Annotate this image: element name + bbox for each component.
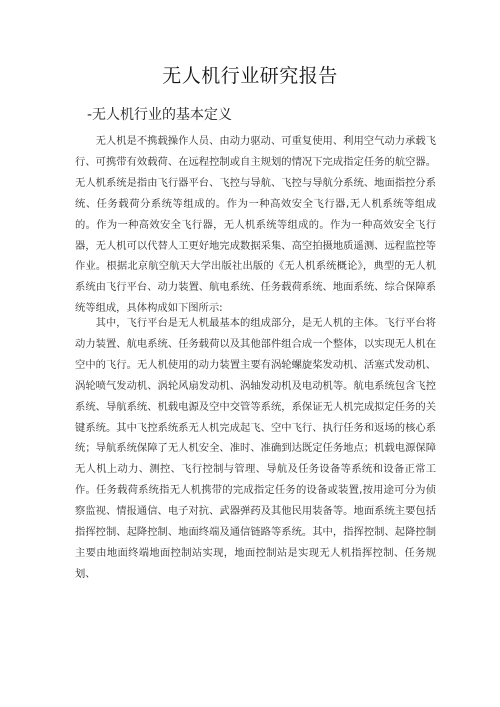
document-title: 无人机行业研究报告 — [162, 65, 338, 87]
section-heading: -无人机行业的基本定义 — [87, 107, 233, 123]
body-paragraph: 无人机是不携载操作人员、由动力驱动、可重复使用、利用空气动力承载飞行、可携带有效载荷、在远程控制或自主规划的情况下完成指定任务的航空器。无人机系统是指由飞行器平台、飞控与导航、飞控与导航分系统、地面指控分系统、任务载荷分系统等组成的。作为一种高效安全飞行器,无人机系统等组成的。作为一种高效安全飞行器，无人机系统等组成的。作为一种高效安全飞行器，无人机可以代替人工更好地完成数据采集、高空拍摄地质遥测、远程监控等作业。根据北京航空航天大学出版社出版的《无人机系统概论》，典型的无人机系统由飞行平台、动力装置、航电系统、任务载荷系统、地面系统、综合保障系统等组成，具体构成如下图所示: — [75, 135, 436, 315]
body-paragraph: 其中，飞行平台是无人机最基本的组成部分，是无人机的主体。飞行平台将动力装置、航电系统、任务载荷以及其他部件组合成一个整体，以实现无人机在空中的飞行。无人机使用的动力装置主要有涡轮螺旋桨发动机、活塞式发动机、涡轮喷气发动机、涡轮风扇发动机、涡轴发动机及电动机等。航电系统包含飞控系统、导航系统、机载电源及空中交管等系统，系保证无人机完成拟定任务的关键系统。其中飞控系统系无人机完成起飞、空中飞行、执行任务和返场的核心系统；导航系统保障了无人机安全、准时、准确到达既定任务地点；机载电源保障无人机上动力、测控、飞行控制与管理、导航及任务设备等系统和设备正常工作。任务载荷系统指无人机携带的完成指定任务的设备或装置,按用途可分为侦察监视、情报通信、电子对抗、武器弹药及其他民用装备等。地面系统主要包括指挥控制、起降控制、地面终端及通信链路等系统。其中，指挥控制、起降控制主要由地面终端地面控制站实现，地面控制站是实现无人机指挥控制、任务规划、 — [75, 317, 436, 580]
